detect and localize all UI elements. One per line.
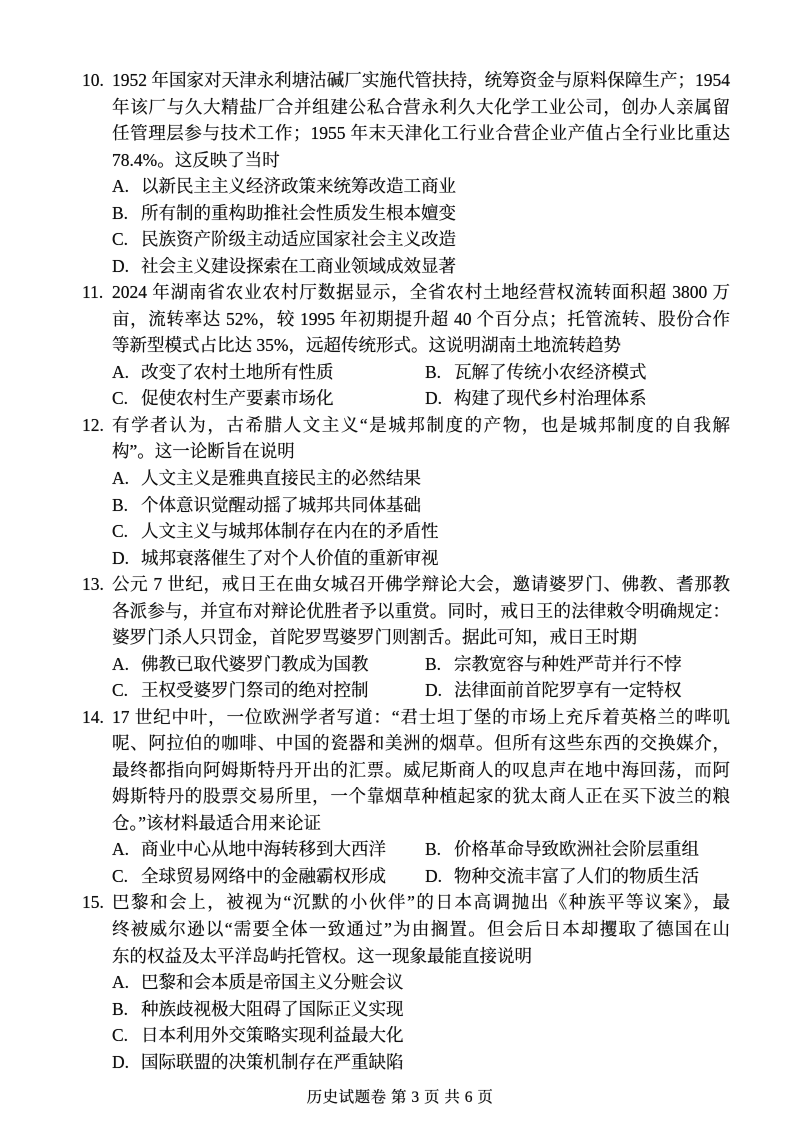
question-stem-text: 任管理层参与技术工作；1955 年末天津化工行业合营企业产值占全行业比重达 [112,123,730,144]
option-d [425,863,699,890]
option-row [0,385,800,412]
option-row [0,1049,800,1076]
option-row [0,677,800,704]
option-text: 社会主义建设探索在工商业领域成效显著 [141,255,456,276]
option-row [0,173,800,200]
question-12 [0,412,800,571]
question-number: 12. [82,414,104,435]
option-label: A. [112,176,130,197]
option-row [0,836,800,863]
option-c [112,1022,404,1049]
option-b [425,651,682,678]
option-b [112,492,421,519]
option-text: 个体意识觉醒动摇了城邦共同体基础 [141,494,421,515]
option-label: B. [425,839,442,860]
question-stem-line [0,412,800,439]
option-label: A. [112,653,130,674]
option-label: B. [112,998,129,1019]
question-stem-line [0,916,800,943]
question-stem-line [0,943,800,970]
question-stem-text: 东的权益及太平洋岛屿托管权。这一现象最能直接说明 [112,945,532,966]
option-c [112,385,334,412]
option-d [112,1049,404,1076]
question-10 [0,67,800,279]
option-label: B. [112,494,129,515]
question-number: 10. [82,70,104,90]
question-stem-line [0,306,800,333]
option-label: C. [112,1025,129,1046]
option-row [0,226,800,253]
question-stem-line [0,704,800,731]
option-text: 民族资产阶级主动适应国家社会主义改造 [141,229,456,250]
option-label: A. [112,972,130,993]
option-d [425,677,682,704]
option-text: 城邦衰落催生了对个人价值的重新审视 [141,547,439,568]
question-number: 14. [82,706,104,727]
question-stem-line [0,783,800,810]
question-stem-text: 呢、阿拉伯的咖啡、中国的瓷器和美洲的烟草。但所有这些东西的交换媒介， [112,733,730,754]
option-label: D. [112,547,130,568]
option-row [0,651,800,678]
question-stem-line [0,147,800,174]
question-stem-text: 亩，流转率达 52%，较 1995 年初期提升超 40 个百分点；托管流转、股份合作 [112,308,730,329]
question-stem-text: 2024 年湖南省农业农村厅数据显示，全省农村土地经营权流转面积超 3800 万 [112,282,730,303]
question-stem-line [0,730,800,757]
question-stem-text: 1952 年国家对天津永利塘沽碱厂实施代管扶持，统筹资金与原料保障生产；1954 [112,70,730,90]
question-stem-line [0,438,800,465]
option-text: 宗教宽容与种姓严苛并行不悖 [454,653,682,674]
option-c [112,677,369,704]
question-stem-text: 姆斯特丹的股票交易所里，一个靠烟草种植起家的犹太商人正在买下波兰的粮 [112,786,730,807]
option-text: 巴黎和会本质是帝国主义分赃会议 [141,972,404,993]
option-d [112,253,456,280]
option-label: C. [112,521,129,542]
option-label: B. [112,202,129,223]
option-label: A. [112,467,130,488]
option-label: C. [112,388,129,409]
option-row [0,1022,800,1049]
option-text: 促使农村生产要素市场化 [141,388,334,409]
question-stem-text: 构”。这一论断旨在说明 [112,441,295,462]
option-label: D. [112,255,130,276]
option-c [112,863,386,890]
option-label: D. [425,865,443,886]
option-label: A. [112,839,130,860]
option-a [112,651,369,678]
question-stem-line [0,120,800,147]
question-15 [0,889,800,1075]
option-row [0,545,800,572]
option-b [425,359,647,386]
question-stem-text: 17 世纪中叶，一位欧洲学者写道：“君士坦丁堡的市场上充斥着英格兰的哔叽 [112,706,730,727]
option-d [112,545,439,572]
option-text: 所有制的重构助推社会性质发生根本嬗变 [141,202,456,223]
question-stem-text: 78.4%。这反映了当时 [112,149,280,170]
question-stem-text: 各派参与，并宣布对辩论优胜者予以重赏。同时，戒日王的法律敕令明确规定： [112,600,730,621]
option-a [112,836,386,863]
question-stem-line [0,94,800,121]
option-row [0,969,800,996]
option-text: 国际联盟的决策机制存在严重缺陷 [141,1051,404,1072]
question-13 [0,571,800,704]
option-text: 日本利用外交策略实现利益最大化 [141,1025,404,1046]
option-text: 人文主义是雅典直接民主的必然结果 [141,467,421,488]
question-stem-text: 公元 7 世纪，戒日王在曲女城召开佛学辩论大会，邀请婆罗门、佛教、耆那教 [112,574,730,595]
option-label: C. [112,229,129,250]
question-number: 15. [82,892,104,913]
option-label: D. [112,1051,130,1072]
question-stem-line [0,598,800,625]
option-row [0,359,800,386]
question-stem-line [0,889,800,916]
option-row [0,253,800,280]
option-row [0,863,800,890]
question-number: 11. [82,282,104,303]
option-row [0,492,800,519]
question-stem-line [0,571,800,598]
option-a [112,359,334,386]
option-b [425,836,699,863]
question-stem-line [0,67,800,94]
question-stem-text: 仓。”该材料最适合用来论证 [112,812,322,833]
option-label: D. [425,680,443,701]
option-label: A. [112,361,130,382]
question-stem-text: 有学者认为，古希腊人文主义“是城邦制度的产物，也是城邦制度的自我解 [112,414,730,435]
option-text: 价格革命导致欧洲社会阶层重组 [454,839,699,860]
option-text: 佛教已取代婆罗门教成为国教 [141,653,369,674]
question-11 [0,279,800,412]
option-text: 法律面前首陀罗享有一定特权 [454,680,682,701]
option-row [0,518,800,545]
option-b [112,200,456,227]
question-number: 13. [82,574,104,595]
option-a [112,173,456,200]
option-text: 全球贸易网络中的金融霸权形成 [141,865,386,886]
option-text: 人文主义与城邦体制存在内在的矛盾性 [141,521,439,542]
question-stem-text: 婆罗门杀人只罚金，首陀罗骂婆罗门则割舌。据此可知，戒日王时期 [112,627,637,648]
option-label: B. [425,653,442,674]
option-text: 构建了现代乡村治理体系 [454,388,647,409]
option-label: D. [425,388,443,409]
option-text: 商业中心从地中海转移到大西洋 [141,839,386,860]
option-label: C. [112,680,129,701]
question-14 [0,704,800,890]
option-text: 瓦解了传统小农经济模式 [454,361,647,382]
option-a [112,969,404,996]
question-stem-line [0,757,800,784]
option-row [0,996,800,1023]
question-stem-line [0,624,800,651]
option-label: C. [112,865,129,886]
question-stem-line [0,810,800,837]
option-text: 改变了农村土地所有性质 [141,361,334,382]
option-text: 物种交流丰富了人们的物质生活 [454,865,699,886]
question-stem-line [0,279,800,306]
option-c [112,226,456,253]
question-stem-text: 巴黎和会上，被视为“沉默的小伙伴”的日本高调抛出《种族平等议案》，最 [112,892,730,913]
option-text: 种族歧视极大阻碍了国际正义实现 [141,998,404,1019]
page-footer: 历史试题卷 第 3 页 共 6 页 [306,1089,494,1106]
question-stem-line [0,332,800,359]
option-d [425,385,647,412]
option-text: 以新民主主义经济政策来统筹改造工商业 [141,176,456,197]
option-label: B. [425,361,442,382]
question-stem-text: 最终都指向阿姆斯特丹开出的汇票。威尼斯商人的叹息声在地中海回荡，而阿 [112,759,730,780]
question-stem-text: 年该厂与久大精盐厂合并组建公私合营永利久大化学工业公司，创办人亲属留 [112,96,730,117]
option-row [0,200,800,227]
option-row [0,465,800,492]
question-stem-text: 终被威尔逊以“需要全体一致通过”为由搁置。但会后日本却攫取了德国在山 [112,919,730,939]
option-b [112,996,404,1023]
option-a [112,465,421,492]
option-c [112,518,439,545]
option-text: 王权受婆罗门祭司的绝对控制 [141,680,369,701]
question-stem-text: 等新型模式占比达 35%，远超传统形式。这说明湖南土地流转趋势 [112,335,621,356]
